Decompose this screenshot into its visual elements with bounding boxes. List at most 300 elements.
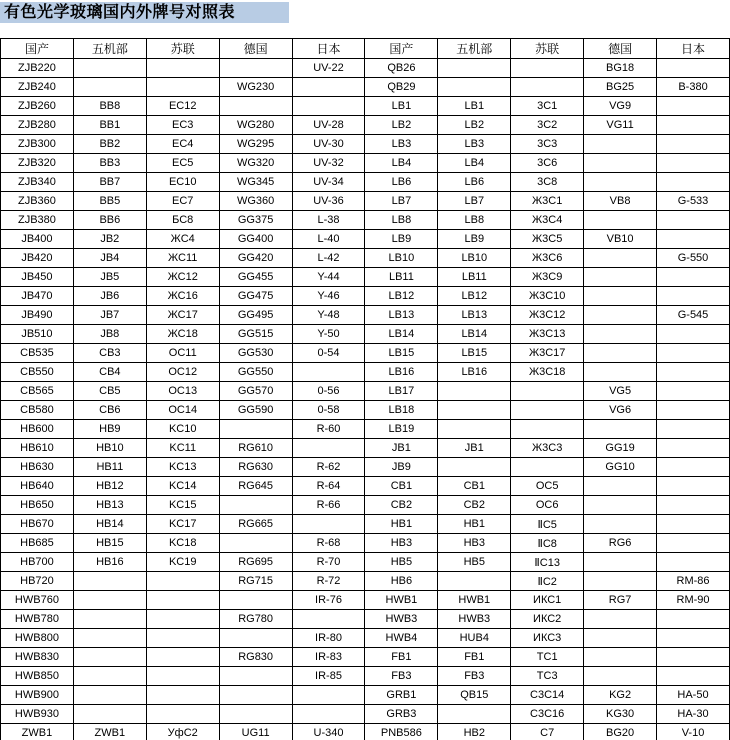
- table-cell: JB6: [73, 287, 146, 306]
- table-cell: JB9: [365, 458, 438, 477]
- table-cell: LB10: [365, 249, 438, 268]
- table-cell: ZWB1: [1, 724, 74, 740]
- table-row: [1, 268, 730, 287]
- table-cell: EC5: [146, 154, 219, 173]
- table-cell: [438, 401, 511, 420]
- table-cell: LB15: [365, 344, 438, 363]
- table-cell: GG475: [219, 287, 292, 306]
- table-cell: LB14: [438, 325, 511, 344]
- table-cell: HB5: [365, 553, 438, 572]
- table-cell: UV-32: [292, 154, 365, 173]
- table-cell: KC15: [146, 496, 219, 515]
- table-cell: [73, 591, 146, 610]
- table-cell: LB4: [365, 154, 438, 173]
- table-cell: [657, 610, 730, 629]
- table-row: [1, 534, 730, 553]
- table-cell: UV-28: [292, 116, 365, 135]
- table-body: [1, 59, 730, 740]
- table-cell: CB6: [73, 401, 146, 420]
- table-cell: [584, 496, 657, 515]
- table-cell: HB2: [438, 724, 511, 740]
- table-cell: БС8: [146, 211, 219, 230]
- table-row: [1, 363, 730, 382]
- table-cell: HB6: [365, 572, 438, 591]
- table-cell: ZJB320: [1, 154, 74, 173]
- table-cell: LB18: [365, 401, 438, 420]
- table-cell: BB6: [73, 211, 146, 230]
- table-cell: OC13: [146, 382, 219, 401]
- table-cell: [73, 78, 146, 97]
- table-cell: TC3: [511, 667, 584, 686]
- table-cell: VB8: [584, 192, 657, 211]
- table-cell: ZJB340: [1, 173, 74, 192]
- table-cell: [657, 325, 730, 344]
- table-cell: LB8: [365, 211, 438, 230]
- table-cell: [292, 97, 365, 116]
- table-cell: HB630: [1, 458, 74, 477]
- table-cell: OC6: [511, 496, 584, 515]
- table-cell: ZJB300: [1, 135, 74, 154]
- table-cell: [584, 515, 657, 534]
- table-cell: [219, 686, 292, 705]
- table-cell: CB535: [1, 344, 74, 363]
- table-cell: EC3: [146, 116, 219, 135]
- table-cell: G-533: [657, 192, 730, 211]
- table-cell: GG420: [219, 249, 292, 268]
- table-cell: CB2: [438, 496, 511, 515]
- table-cell: [584, 249, 657, 268]
- table-cell: WG360: [219, 192, 292, 211]
- table-cell: [219, 59, 292, 78]
- table-cell: [146, 705, 219, 724]
- table-cell: [511, 420, 584, 439]
- table-cell: R-62: [292, 458, 365, 477]
- table-cell: HWB1: [365, 591, 438, 610]
- table-cell: [657, 439, 730, 458]
- table-cell: 3C1: [511, 97, 584, 116]
- table-cell: [584, 211, 657, 230]
- table-cell: ЖС4: [146, 230, 219, 249]
- table-cell: VG9: [584, 97, 657, 116]
- table-cell: [292, 439, 365, 458]
- table-cell: RG695: [219, 553, 292, 572]
- table-cell: HWB830: [1, 648, 74, 667]
- table-cell: 3C3: [511, 135, 584, 154]
- table-cell: BB1: [73, 116, 146, 135]
- table-cell: KC13: [146, 458, 219, 477]
- table-cell: QB29: [365, 78, 438, 97]
- table-cell: HB610: [1, 439, 74, 458]
- table-row: [1, 211, 730, 230]
- table-row: [1, 458, 730, 477]
- table-cell: ИКС2: [511, 610, 584, 629]
- column-header-domestic-1: 国产: [1, 39, 74, 59]
- table-cell: [73, 648, 146, 667]
- table-cell: Ж3С4: [511, 211, 584, 230]
- table-cell: LB3: [438, 135, 511, 154]
- table-cell: 3C2: [511, 116, 584, 135]
- table-cell: WG320: [219, 154, 292, 173]
- table-cell: BB2: [73, 135, 146, 154]
- table-cell: ZJB220: [1, 59, 74, 78]
- table-cell: ⅡС13: [511, 553, 584, 572]
- table-cell: PNB586: [365, 724, 438, 740]
- table-cell: Y-46: [292, 287, 365, 306]
- table-row: [1, 477, 730, 496]
- table-cell: УфС2: [146, 724, 219, 740]
- table-cell: Ж3С9: [511, 268, 584, 287]
- table-cell: HB10: [73, 439, 146, 458]
- table-cell: UV-30: [292, 135, 365, 154]
- table-row: [1, 496, 730, 515]
- table-cell: FB1: [438, 648, 511, 667]
- table-cell: GG515: [219, 325, 292, 344]
- table-cell: OC12: [146, 363, 219, 382]
- table-cell: [657, 116, 730, 135]
- table-cell: LB13: [365, 306, 438, 325]
- table-cell: LB4: [438, 154, 511, 173]
- table-cell: [73, 686, 146, 705]
- table-cell: LB11: [438, 268, 511, 287]
- table-cell: HA-50: [657, 686, 730, 705]
- table-cell: C3C14: [511, 686, 584, 705]
- table-cell: WG230: [219, 78, 292, 97]
- table-cell: [292, 363, 365, 382]
- table-cell: [657, 496, 730, 515]
- table-cell: R-70: [292, 553, 365, 572]
- table-cell: HB5: [438, 553, 511, 572]
- table-cell: KG2: [584, 686, 657, 705]
- table-row: [1, 610, 730, 629]
- table-cell: HB670: [1, 515, 74, 534]
- table-cell: R-66: [292, 496, 365, 515]
- table-cell: FB3: [365, 667, 438, 686]
- table-row: [1, 401, 730, 420]
- table-cell: RG6: [584, 534, 657, 553]
- table-header-row: [1, 39, 730, 59]
- table-cell: CB4: [73, 363, 146, 382]
- table-cell: BG18: [584, 59, 657, 78]
- table-cell: RG7: [584, 591, 657, 610]
- table-cell: [511, 401, 584, 420]
- table-cell: [657, 230, 730, 249]
- table-cell: JB1: [438, 439, 511, 458]
- table-cell: [219, 420, 292, 439]
- table-cell: [657, 629, 730, 648]
- table-cell: ZJB280: [1, 116, 74, 135]
- table-cell: [219, 591, 292, 610]
- table-cell: EC7: [146, 192, 219, 211]
- table-cell: ЖС12: [146, 268, 219, 287]
- table-cell: L-38: [292, 211, 365, 230]
- table-cell: [584, 629, 657, 648]
- table-cell: ZJB380: [1, 211, 74, 230]
- table-cell: [584, 553, 657, 572]
- table-cell: Ж3С17: [511, 344, 584, 363]
- table-cell: BB7: [73, 173, 146, 192]
- table-cell: FB1: [365, 648, 438, 667]
- table-cell: LB9: [365, 230, 438, 249]
- table-cell: [219, 705, 292, 724]
- table-cell: [219, 667, 292, 686]
- table-cell: HUB4: [438, 629, 511, 648]
- table-cell: [657, 173, 730, 192]
- table-cell: KC19: [146, 553, 219, 572]
- table-cell: HWB4: [365, 629, 438, 648]
- table-cell: KC14: [146, 477, 219, 496]
- table-cell: FB3: [438, 667, 511, 686]
- table-cell: LB16: [438, 363, 511, 382]
- table-cell: [511, 59, 584, 78]
- table-cell: R-68: [292, 534, 365, 553]
- table-cell: [657, 477, 730, 496]
- table-cell: Ж3С13: [511, 325, 584, 344]
- table-cell: 0-58: [292, 401, 365, 420]
- table-cell: JB8: [73, 325, 146, 344]
- table-cell: [584, 306, 657, 325]
- table-cell: Ж3С12: [511, 306, 584, 325]
- table-cell: [146, 648, 219, 667]
- table-cell: [511, 458, 584, 477]
- table-cell: B-380: [657, 78, 730, 97]
- table-cell: [292, 78, 365, 97]
- table-cell: L-42: [292, 249, 365, 268]
- table-cell: BG25: [584, 78, 657, 97]
- table-cell: RG665: [219, 515, 292, 534]
- table-cell: RG830: [219, 648, 292, 667]
- table-cell: GG550: [219, 363, 292, 382]
- table-cell: UG11: [219, 724, 292, 740]
- table-row: [1, 591, 730, 610]
- table-row: [1, 515, 730, 534]
- table-cell: LB3: [365, 135, 438, 154]
- table-cell: GRB1: [365, 686, 438, 705]
- table-cell: [438, 572, 511, 591]
- column-header-ministry-2: 五机部: [438, 39, 511, 59]
- table-cell: RG780: [219, 610, 292, 629]
- table-cell: GG590: [219, 401, 292, 420]
- table-cell: [584, 420, 657, 439]
- table-cell: [657, 154, 730, 173]
- table-cell: BG20: [584, 724, 657, 740]
- table-cell: LB7: [365, 192, 438, 211]
- table-cell: HWB900: [1, 686, 74, 705]
- table-row: [1, 97, 730, 116]
- table-cell: GG455: [219, 268, 292, 287]
- table-cell: GG400: [219, 230, 292, 249]
- table-cell: L-40: [292, 230, 365, 249]
- table-cell: JB5: [73, 268, 146, 287]
- table-cell: [73, 629, 146, 648]
- table-cell: GRB3: [365, 705, 438, 724]
- table-cell: [584, 173, 657, 192]
- column-header-germany-2: 德国: [584, 39, 657, 59]
- table-row: [1, 344, 730, 363]
- table-row: [1, 705, 730, 724]
- table-cell: RG645: [219, 477, 292, 496]
- table-row: [1, 154, 730, 173]
- table-cell: R-72: [292, 572, 365, 591]
- table-cell: BB5: [73, 192, 146, 211]
- table-row: [1, 629, 730, 648]
- table-cell: JB1: [365, 439, 438, 458]
- table-cell: [584, 648, 657, 667]
- table-cell: [657, 667, 730, 686]
- table-cell: [73, 705, 146, 724]
- table-cell: IR-83: [292, 648, 365, 667]
- table-cell: [657, 97, 730, 116]
- table-cell: TC1: [511, 648, 584, 667]
- table-cell: HWB800: [1, 629, 74, 648]
- table-cell: LB1: [438, 97, 511, 116]
- table-cell: Ж3С18: [511, 363, 584, 382]
- table-row: [1, 173, 730, 192]
- table-row: [1, 135, 730, 154]
- table-cell: HB9: [73, 420, 146, 439]
- table-cell: [657, 458, 730, 477]
- table-cell: HB720: [1, 572, 74, 591]
- column-header-japan-1: 日本: [292, 39, 365, 59]
- table-cell: LB12: [438, 287, 511, 306]
- table-cell: QB15: [438, 686, 511, 705]
- table-cell: BB8: [73, 97, 146, 116]
- table-cell: IR-80: [292, 629, 365, 648]
- column-header-germany-1: 德国: [219, 39, 292, 59]
- table-row: [1, 59, 730, 78]
- table-cell: GG530: [219, 344, 292, 363]
- table-cell: [657, 401, 730, 420]
- table-cell: Y-44: [292, 268, 365, 287]
- table-row: [1, 724, 730, 740]
- table-cell: [219, 534, 292, 553]
- table-row: [1, 230, 730, 249]
- table-cell: HB700: [1, 553, 74, 572]
- table-cell: ZWB1: [73, 724, 146, 740]
- table-cell: [657, 211, 730, 230]
- table-cell: LB17: [365, 382, 438, 401]
- table-cell: [657, 59, 730, 78]
- table-cell: HWB760: [1, 591, 74, 610]
- table-cell: [584, 667, 657, 686]
- table-cell: LB19: [365, 420, 438, 439]
- table-cell: VG5: [584, 382, 657, 401]
- table-cell: [292, 515, 365, 534]
- table-cell: [438, 382, 511, 401]
- table-cell: ЖС11: [146, 249, 219, 268]
- page-title: 有色光学玻璃国内外牌号对照表: [0, 2, 289, 23]
- table-cell: LB2: [365, 116, 438, 135]
- table-cell: [657, 648, 730, 667]
- table-cell: C7: [511, 724, 584, 740]
- table-cell: GG375: [219, 211, 292, 230]
- table-cell: Y-50: [292, 325, 365, 344]
- table-cell: Ж3С3: [511, 439, 584, 458]
- table-cell: LB13: [438, 306, 511, 325]
- table-cell: [657, 287, 730, 306]
- table-cell: [146, 78, 219, 97]
- table-row: [1, 572, 730, 591]
- table-cell: KC10: [146, 420, 219, 439]
- table-cell: [584, 572, 657, 591]
- table-cell: [73, 59, 146, 78]
- table-cell: VG6: [584, 401, 657, 420]
- table-cell: HB15: [73, 534, 146, 553]
- table-cell: UV-36: [292, 192, 365, 211]
- table-cell: JB470: [1, 287, 74, 306]
- table-cell: HWB3: [365, 610, 438, 629]
- table-cell: [584, 287, 657, 306]
- table-cell: 3C8: [511, 173, 584, 192]
- table-cell: KC11: [146, 439, 219, 458]
- table-cell: KC18: [146, 534, 219, 553]
- table-cell: [657, 515, 730, 534]
- table-cell: LB12: [365, 287, 438, 306]
- table-cell: HB600: [1, 420, 74, 439]
- table-cell: LB15: [438, 344, 511, 363]
- table-cell: ⅡС5: [511, 515, 584, 534]
- table-cell: [438, 59, 511, 78]
- table-cell: KG30: [584, 705, 657, 724]
- table-cell: [438, 78, 511, 97]
- table-cell: LB11: [365, 268, 438, 287]
- table-cell: HB16: [73, 553, 146, 572]
- table-cell: [584, 344, 657, 363]
- table-cell: ИКС3: [511, 629, 584, 648]
- table-cell: [657, 135, 730, 154]
- table-cell: R-60: [292, 420, 365, 439]
- table-cell: [584, 135, 657, 154]
- table-cell: HWB850: [1, 667, 74, 686]
- table-cell: GG570: [219, 382, 292, 401]
- table-cell: UV-34: [292, 173, 365, 192]
- table-cell: HB14: [73, 515, 146, 534]
- table-cell: LB9: [438, 230, 511, 249]
- table-cell: 0-54: [292, 344, 365, 363]
- table-cell: HWB3: [438, 610, 511, 629]
- table-row: [1, 648, 730, 667]
- table-cell: RG715: [219, 572, 292, 591]
- table-cell: LB16: [365, 363, 438, 382]
- table-cell: HB1: [365, 515, 438, 534]
- table-row: [1, 78, 730, 97]
- table-cell: JB420: [1, 249, 74, 268]
- table-cell: [73, 667, 146, 686]
- table-cell: Ж3С1: [511, 192, 584, 211]
- table-cell: [438, 458, 511, 477]
- table-cell: EC10: [146, 173, 219, 192]
- table-cell: WG345: [219, 173, 292, 192]
- table-cell: JB490: [1, 306, 74, 325]
- table-cell: G-550: [657, 249, 730, 268]
- glass-comparison-table: [0, 38, 730, 740]
- table-cell: RG610: [219, 439, 292, 458]
- table-cell: LB1: [365, 97, 438, 116]
- table-cell: IR-76: [292, 591, 365, 610]
- table-cell: CB565: [1, 382, 74, 401]
- table-cell: [73, 610, 146, 629]
- table-row: [1, 116, 730, 135]
- table-cell: [584, 268, 657, 287]
- table-cell: WG280: [219, 116, 292, 135]
- table-cell: [219, 496, 292, 515]
- table-cell: [146, 629, 219, 648]
- table-cell: R-64: [292, 477, 365, 496]
- table-cell: CB580: [1, 401, 74, 420]
- table-cell: [584, 363, 657, 382]
- column-header-japan-2: 日本: [657, 39, 730, 59]
- table-cell: [292, 705, 365, 724]
- table-cell: CB550: [1, 363, 74, 382]
